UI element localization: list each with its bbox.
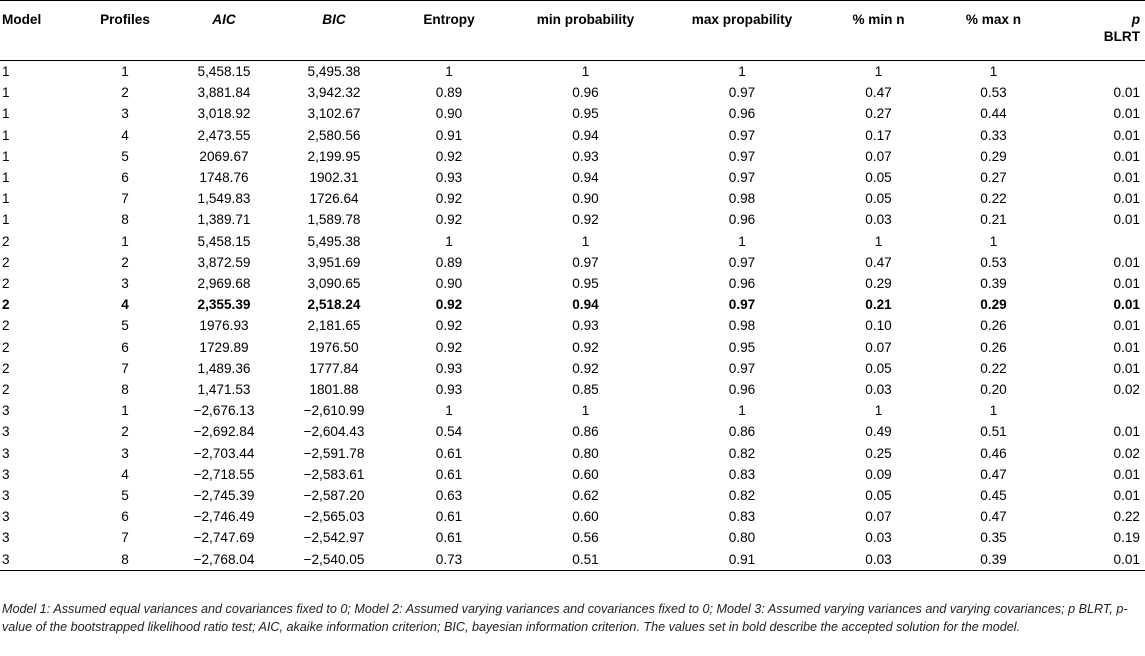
cell-aic: 5,458.15 [197, 64, 251, 79]
cell-aic: −2,745.39 [193, 488, 255, 504]
cell-max-n: 0.29 [980, 148, 1007, 164]
table-body [0, 61, 1145, 571]
table-row [0, 103, 1145, 124]
cell-min-probability: 0.80 [572, 445, 599, 461]
cell-p-blrt: 0.01 [1113, 106, 1140, 122]
cell-p-blrt [1051, 61, 1145, 83]
cell-min-n: 1 [874, 403, 883, 419]
cell-profiles: 7 [121, 191, 129, 207]
table-row [0, 443, 1145, 464]
cell-profiles: 7 [121, 530, 129, 546]
cell-min-n: 0.03 [865, 382, 892, 398]
header-entropy: Entropy [390, 1, 508, 61]
cell-max-probability: 1 [738, 403, 746, 419]
cell-min-probability: 0.92 [572, 212, 599, 228]
table-row [0, 188, 1145, 209]
cell-p-blrt: 0.02 [1113, 445, 1140, 461]
cell-entropy: 0.93 [435, 170, 463, 186]
cell-aic: −2,746.49 [193, 509, 255, 525]
cell-model: 1 [2, 148, 10, 164]
cell-max-n: 0.39 [980, 276, 1007, 292]
cell-max-probability: 0.82 [728, 488, 756, 504]
cell-min-probability: 0.85 [572, 382, 599, 398]
cell-min-n: 0.05 [865, 488, 892, 504]
cell-p-blrt [1051, 400, 1145, 421]
header-max-n: % max n [936, 1, 1051, 61]
cell-max-n: 0.53 [980, 85, 1007, 101]
cell-max-probability: 0.97 [728, 297, 756, 313]
cell-min-probability: 1 [581, 233, 590, 249]
cell-profiles: 6 [121, 170, 129, 186]
cell-min-n: 0.07 [865, 339, 892, 355]
cell-min-n: 0.03 [865, 212, 892, 228]
cell-bic: 1902.31 [309, 170, 359, 186]
cell-entropy: 1 [445, 403, 453, 419]
cell-entropy: 0.92 [435, 318, 463, 334]
cell-min-probability: 0.92 [572, 360, 599, 376]
cell-max-n: 0.44 [980, 106, 1007, 122]
cell-min-n: 0.03 [865, 530, 892, 546]
cell-max-n: 0.47 [980, 509, 1007, 525]
cell-max-probability: 0.95 [728, 339, 756, 355]
cell-min-n: 0.05 [865, 360, 892, 376]
header-blrt: BLRT [1103, 29, 1140, 44]
cell-model: 3 [2, 424, 10, 440]
cell-min-probability: 0.60 [572, 466, 599, 482]
cell-max-probability: 0.97 [728, 170, 756, 186]
cell-aic: −2,718.55 [193, 466, 255, 482]
cell-max-probability: 0.91 [663, 549, 821, 571]
cell-bic: 2,199.95 [307, 148, 361, 164]
header-p-letter: p [1131, 12, 1140, 27]
cell-profiles: 6 [121, 339, 129, 355]
cell-bic: 3,102.67 [307, 106, 361, 122]
cell-min-probability: 1 [581, 403, 590, 419]
cell-bic: 3,090.65 [307, 276, 361, 292]
cell-profiles: 3 [121, 276, 129, 292]
header-p-blrt [1051, 1, 1145, 61]
cell-profiles: 3 [121, 106, 129, 122]
cell-p-blrt: 0.01 [1113, 148, 1140, 164]
cell-aic: −2,768.04 [170, 549, 278, 571]
table-row [0, 379, 1145, 400]
cell-entropy: 0.92 [435, 191, 463, 207]
header-row [0, 1, 1145, 61]
cell-profiles: 1 [121, 233, 129, 249]
cell-model: 1 [2, 64, 10, 79]
cell-p-blrt: 0.01 [1113, 212, 1140, 228]
cell-model: 2 [2, 254, 10, 270]
cell-aic: 1,549.83 [197, 191, 251, 207]
cell-p-blrt: 0.01 [1113, 318, 1140, 334]
cell-min-probability: 0.56 [572, 530, 599, 546]
cell-bic: 1801.88 [309, 382, 359, 398]
cell-min-n: 0.05 [865, 170, 892, 186]
cell-profiles: 8 [121, 382, 129, 398]
cell-max-n: 0.21 [980, 212, 1007, 228]
cell-min-probability: 0.97 [572, 254, 599, 270]
cell-profiles: 2 [121, 85, 129, 101]
cell-entropy: 0.92 [435, 297, 463, 313]
cell-entropy: 0.93 [435, 360, 463, 376]
cell-max-probability: 0.96 [728, 276, 756, 292]
cell-bic: −2,583.61 [303, 466, 365, 482]
header-model: Model [0, 1, 80, 61]
cell-profiles: 5 [121, 488, 129, 504]
cell-bic: 2,181.65 [307, 318, 361, 334]
cell-p-blrt: 0.01 [1113, 191, 1140, 207]
cell-model: 1 [2, 127, 10, 143]
cell-model: 2 [2, 297, 10, 313]
cell-max-probability: 0.80 [728, 530, 756, 546]
cell-model: 3 [2, 466, 10, 482]
cell-aic: −2,747.69 [193, 530, 255, 546]
cell-model: 3 [2, 530, 10, 546]
cell-profiles: 5 [121, 148, 129, 164]
cell-entropy: 1 [445, 64, 453, 79]
cell-max-n: 1 [989, 403, 998, 419]
cell-model: 1 [2, 170, 10, 186]
cell-min-n: 0.49 [865, 424, 892, 440]
cell-min-probability: 0.93 [572, 148, 599, 164]
cell-p-blrt: 0.01 [1113, 85, 1140, 101]
table-row [0, 506, 1145, 527]
cell-max-probability: 0.82 [728, 445, 756, 461]
cell-max-probability: 0.97 [728, 360, 756, 376]
cell-aic: 1729.89 [199, 339, 249, 355]
cell-bic: −2,610.99 [303, 403, 365, 419]
cell-min-probability: 0.95 [572, 106, 599, 122]
cell-min-n: 0.07 [865, 148, 892, 164]
cell-min-n: 0.09 [865, 466, 892, 482]
cell-min-n: 0.21 [865, 297, 892, 313]
cell-profiles: 7 [121, 360, 129, 376]
cell-p-blrt: 0.01 [1113, 339, 1140, 355]
table-row [0, 82, 1145, 103]
cell-profiles: 3 [121, 445, 129, 461]
cell-bic: 1777.84 [309, 360, 359, 376]
cell-min-n: 0.17 [865, 127, 892, 143]
cell-p-blrt: 0.02 [1113, 382, 1140, 398]
cell-max-probability: 0.98 [728, 191, 756, 207]
table-row [0, 400, 1145, 421]
header-aic: AIC [170, 1, 278, 61]
cell-entropy: 0.54 [435, 424, 463, 440]
cell-entropy: 0.73 [390, 549, 508, 571]
cell-bic: 2,580.56 [307, 127, 361, 143]
table-row [0, 273, 1145, 294]
cell-model: 1 [2, 212, 10, 228]
cell-entropy: 0.92 [435, 212, 463, 228]
table-row [0, 421, 1145, 442]
cell-min-n: 0.07 [865, 509, 892, 525]
cell-bic: −2,587.20 [303, 488, 365, 504]
table-row [0, 549, 1145, 571]
cell-profiles: 5 [121, 318, 129, 334]
cell-max-probability: 0.86 [728, 424, 756, 440]
cell-model: 2 [2, 382, 10, 398]
table-footnote: Model 1: Assumed equal variances and covariances fixed to 0; Model 2: Assumed varying variances and covariances fixed to 0; Model 3: Assumed varying variances and varying covariances; p BLRT, p-value of the bootstrapped likelihood ratio test; AIC, akaike information criterion; BIC, bayesian information criterion. The values set in bold describe the accepted solution for the model. [2, 602, 1128, 634]
cell-aic: 2,355.39 [197, 297, 251, 313]
cell-min-n: 1 [874, 233, 883, 249]
cell-max-n: 0.35 [980, 530, 1007, 546]
cell-min-probability: 0.96 [572, 85, 599, 101]
cell-bic: −2,542.97 [303, 530, 365, 546]
cell-max-n: 0.51 [980, 424, 1007, 440]
cell-profiles: 8 [80, 549, 170, 571]
cell-bic: 1726.64 [309, 191, 359, 207]
header-profiles: Profiles [80, 1, 170, 61]
cell-p-blrt: 0.19 [1113, 530, 1140, 546]
cell-max-n: 0.39 [936, 549, 1051, 571]
cell-max-n: 0.22 [980, 191, 1007, 207]
cell-max-probability: 0.83 [728, 509, 756, 525]
cell-model: 3 [0, 549, 80, 571]
cell-profiles: 1 [121, 64, 129, 79]
cell-max-probability: 0.97 [728, 148, 756, 164]
cell-model: 2 [2, 360, 10, 376]
table-row [0, 231, 1145, 252]
cell-model: 1 [2, 191, 10, 207]
table-row [0, 337, 1145, 358]
cell-aic: 1,489.36 [197, 360, 251, 376]
cell-aic: −2,676.13 [193, 403, 255, 419]
header-max-probability: max propability [663, 1, 821, 61]
cell-min-n: 0.25 [865, 445, 892, 461]
cell-max-n: 0.47 [980, 466, 1007, 482]
cell-bic: 5,495.38 [307, 64, 361, 79]
cell-bic: −2,591.78 [303, 445, 365, 461]
table-row [0, 464, 1145, 485]
cell-max-probability: 0.96 [728, 106, 756, 122]
cell-min-probability: 0.95 [572, 276, 599, 292]
table-row [0, 252, 1145, 273]
cell-aic: 1,389.71 [197, 212, 251, 228]
cell-entropy: 0.90 [435, 106, 463, 122]
cell-max-n: 0.22 [980, 360, 1007, 376]
cell-entropy: 0.90 [435, 276, 463, 292]
cell-bic: −2,540.05 [278, 549, 390, 571]
cell-max-n: 0.53 [980, 254, 1007, 270]
cell-profiles: 8 [121, 212, 129, 228]
cell-entropy: 0.91 [435, 127, 463, 143]
cell-profiles: 2 [121, 424, 129, 440]
cell-aic: 2069.67 [199, 148, 249, 164]
cell-entropy: 0.92 [435, 148, 463, 164]
cell-profiles: 2 [121, 254, 129, 270]
cell-p-blrt: 0.01 [1113, 297, 1140, 313]
cell-min-probability: 0.90 [572, 191, 599, 207]
cell-p-blrt: 0.01 [1113, 424, 1140, 440]
cell-max-probability: 0.97 [728, 85, 756, 101]
cell-aic: 3,018.92 [197, 106, 251, 122]
table-row [0, 146, 1145, 167]
cell-min-n: 0.05 [865, 191, 892, 207]
cell-max-n: 1 [989, 233, 998, 249]
cell-min-probability: 0.51 [508, 549, 663, 571]
cell-min-probability: 1 [581, 64, 590, 79]
cell-p-blrt: 0.01 [1051, 549, 1145, 571]
cell-bic: 3,951.69 [307, 254, 361, 270]
cell-max-probability: 1 [738, 233, 746, 249]
cell-min-n: 0.03 [821, 549, 936, 571]
cell-max-probability: 0.96 [728, 212, 756, 228]
cell-min-n: 1 [874, 64, 883, 79]
cell-entropy: 0.89 [435, 254, 463, 270]
cell-entropy: 0.92 [435, 339, 463, 355]
cell-aic: 1,471.53 [197, 382, 251, 398]
cell-min-probability: 0.93 [572, 318, 599, 334]
cell-p-blrt: 0.01 [1113, 254, 1140, 270]
cell-bic: 1976.50 [309, 339, 359, 355]
cell-model: 2 [2, 318, 10, 334]
cell-min-probability: 0.62 [572, 488, 599, 504]
cell-max-n: 0.20 [980, 382, 1007, 398]
cell-max-probability: 0.96 [728, 382, 756, 398]
cell-min-probability: 0.94 [572, 297, 599, 313]
cell-min-n: 0.10 [865, 318, 892, 334]
cell-p-blrt [1051, 231, 1145, 252]
cell-aic: 2,473.55 [197, 127, 251, 143]
cell-model: 2 [2, 276, 10, 292]
cell-aic: 1748.76 [199, 170, 249, 186]
table-row [0, 167, 1145, 188]
cell-profiles: 1 [121, 403, 129, 419]
cell-entropy: 0.61 [435, 509, 463, 525]
cell-aic: −2,692.84 [193, 424, 255, 440]
cell-max-n: 0.26 [980, 318, 1007, 334]
cell-p-blrt: 0.01 [1113, 276, 1140, 292]
cell-max-probability: 0.83 [728, 466, 756, 482]
cell-profiles: 4 [121, 297, 129, 313]
cell-model: 3 [2, 403, 10, 419]
cell-profiles: 4 [121, 127, 129, 143]
cell-profiles: 6 [121, 509, 129, 525]
cell-max-probability: 0.98 [728, 318, 756, 334]
table-row [0, 527, 1145, 548]
cell-max-probability: 1 [738, 64, 746, 79]
cell-model: 2 [2, 233, 10, 249]
cell-entropy: 0.61 [435, 530, 463, 546]
cell-min-probability: 0.60 [572, 509, 599, 525]
cell-min-probability: 0.94 [572, 170, 599, 186]
cell-entropy: 0.89 [435, 85, 463, 101]
cell-p-blrt: 0.01 [1113, 170, 1140, 186]
table-row [0, 125, 1145, 146]
cell-model: 1 [2, 85, 10, 101]
table-row [0, 294, 1145, 315]
cell-aic: 5,458.15 [197, 233, 251, 249]
cell-bic: 5,495.38 [307, 233, 361, 249]
cell-max-n: 0.27 [980, 170, 1007, 186]
cell-min-probability: 0.94 [572, 127, 599, 143]
cell-max-n: 0.45 [980, 488, 1007, 504]
cell-bic: −2,565.03 [303, 509, 365, 525]
cell-max-n: 0.33 [980, 127, 1007, 143]
cell-min-n: 0.47 [865, 254, 892, 270]
table-row [0, 209, 1145, 230]
cell-max-probability: 0.97 [728, 127, 756, 143]
cell-p-blrt: 0.01 [1113, 466, 1140, 482]
cell-p-blrt: 0.01 [1113, 127, 1140, 143]
cell-model: 3 [2, 445, 10, 461]
table-row [0, 485, 1145, 506]
cell-entropy: 0.61 [435, 445, 463, 461]
header-min-probability: min probability [508, 1, 663, 61]
cell-max-n: 0.26 [980, 339, 1007, 355]
cell-aic: 3,881.84 [197, 85, 251, 101]
cell-profiles: 4 [121, 466, 129, 482]
cell-max-n: 0.46 [980, 445, 1007, 461]
cell-bic: 1,589.78 [307, 212, 361, 228]
cell-min-n: 0.27 [865, 106, 892, 122]
cell-aic: −2,703.44 [193, 445, 255, 461]
cell-p-blrt: 0.01 [1113, 488, 1140, 504]
cell-model: 2 [2, 339, 10, 355]
cell-aic: 3,872.59 [197, 254, 251, 270]
cell-min-n: 0.29 [865, 276, 892, 292]
cell-model: 3 [2, 509, 10, 525]
cell-entropy: 0.61 [435, 466, 463, 482]
table-row [0, 358, 1145, 379]
cell-max-n: 0.29 [980, 297, 1007, 313]
cell-min-n: 0.47 [865, 85, 892, 101]
header-bic: BIC [278, 1, 390, 61]
cell-model: 1 [2, 106, 10, 122]
cell-aic: 2,969.68 [197, 276, 251, 292]
cell-max-probability: 0.97 [728, 254, 756, 270]
cell-min-probability: 0.92 [572, 339, 599, 355]
cell-bic: −2,604.43 [303, 424, 365, 440]
cell-p-blrt: 0.01 [1113, 360, 1140, 376]
cell-bic: 3,942.32 [307, 85, 361, 101]
cell-bic: 2,518.24 [307, 297, 361, 313]
cell-min-probability: 0.86 [572, 424, 599, 440]
table-row [0, 61, 1145, 83]
cell-aic: 1976.93 [199, 318, 249, 334]
cell-entropy: 1 [445, 233, 453, 249]
cell-entropy: 0.93 [435, 382, 463, 398]
cell-entropy: 0.63 [435, 488, 463, 504]
cell-p-blrt: 0.22 [1113, 509, 1140, 525]
cell-model: 3 [2, 488, 10, 504]
cell-max-n: 1 [989, 64, 998, 79]
header-min-n: % min n [821, 1, 936, 61]
table-row [0, 315, 1145, 336]
